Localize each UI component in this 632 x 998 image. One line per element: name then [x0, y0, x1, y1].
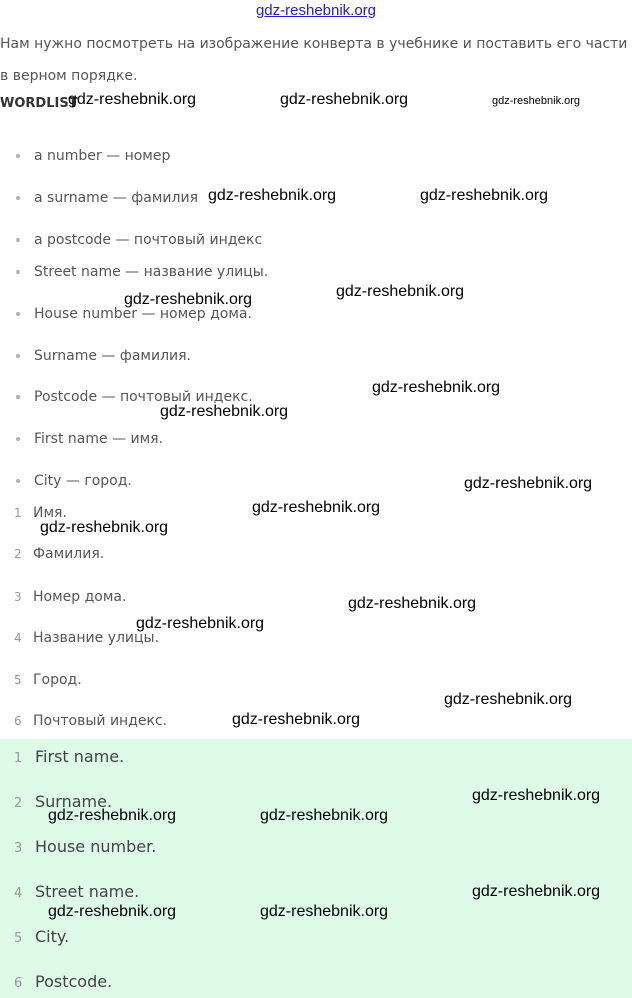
intro-paragraph: Нам нужно посмотреть на изображение конверта в учебнике и поставить его части в верном порядке.	[0, 36, 628, 84]
translation-item-text: Город.	[33, 672, 82, 688]
item-number: 4	[14, 631, 22, 645]
watermark-text: gdz-reshebnik.org	[136, 615, 265, 632]
wordlist-item	[14, 431, 163, 447]
watermark-text: gdz-reshebnik.org	[492, 95, 581, 107]
wordlist-item-text: City — город.	[34, 473, 132, 489]
bullet-icon	[16, 270, 20, 274]
watermark-text: gdz-reshebnik.org	[68, 91, 197, 108]
watermark-text: gdz-reshebnik.org	[472, 787, 601, 804]
item-number: 6	[14, 714, 22, 728]
wordlist-item	[14, 473, 132, 489]
watermark-text: gdz-reshebnik.org	[124, 291, 253, 308]
watermark-text: gdz-reshebnik.org	[40, 519, 169, 536]
answer-item-text: House number.	[35, 837, 157, 856]
wordlist-item	[14, 264, 268, 280]
translation-item-text: Фамилия.	[33, 546, 105, 562]
watermark-text: gdz-reshebnik.org	[420, 187, 549, 204]
watermark-text: gdz-reshebnik.org	[252, 499, 381, 516]
item-number: 3	[14, 841, 23, 856]
translation-item	[14, 672, 82, 688]
watermark-text: gdz-reshebnik.org	[260, 903, 389, 920]
answer-item	[14, 837, 156, 856]
answer-item-text: City.	[35, 927, 70, 946]
bullet-icon	[16, 312, 20, 316]
answer-panel	[0, 739, 632, 998]
watermark-text: gdz-reshebnik.org	[280, 91, 409, 108]
watermark-text: gdz-reshebnik.org	[208, 187, 337, 204]
answer-item	[14, 747, 124, 766]
bullet-icon	[16, 196, 20, 200]
watermark-text: gdz-reshebnik.org	[372, 379, 501, 396]
wordlist-item-text: Street name — название улицы.	[34, 264, 269, 280]
watermark-text: gdz-reshebnik.org	[260, 807, 389, 824]
item-number: 1	[14, 506, 22, 520]
item-number: 2	[14, 547, 22, 561]
item-number: 2	[14, 796, 23, 811]
bullet-icon	[16, 238, 20, 242]
answer-item	[14, 927, 69, 946]
watermark-text: gdz-reshebnik.org	[48, 807, 177, 824]
wordlist-item-text: Postcode — почтовый индекс.	[34, 389, 253, 405]
item-number: 5	[14, 931, 23, 946]
wordlist-item-text: a surname — фамилия	[34, 190, 198, 206]
watermark-text: gdz-reshebnik.org	[444, 691, 573, 708]
bullet-icon	[16, 154, 20, 158]
bullet-icon	[16, 395, 20, 399]
answer-item	[14, 972, 112, 991]
watermark-text: gdz-reshebnik.org	[464, 475, 593, 492]
wordlist-item	[14, 232, 262, 248]
item-number: 5	[14, 673, 22, 687]
translation-item-text: Почтовый индекс.	[33, 713, 168, 729]
wordlist-item-text: Surname — фамилия.	[34, 348, 192, 364]
wordlist-item-text: a number — номер	[34, 148, 171, 164]
watermark-text: gdz-reshebnik.org	[48, 903, 177, 920]
bullet-icon	[16, 354, 20, 358]
watermark-text: gdz-reshebnik.org	[232, 711, 361, 728]
wordlist-heading: WORDLIST	[0, 96, 78, 111]
site-header-link[interactable]: gdz-reshebnik.org	[255, 2, 377, 19]
translation-item	[14, 589, 126, 605]
answer-item-text: Postcode.	[35, 972, 113, 991]
bullet-icon	[16, 479, 20, 483]
translation-item-text: Название улицы.	[33, 630, 160, 646]
answer-item-text: Street name.	[35, 882, 140, 901]
wordlist-item-text: a postcode — почтовый индекс	[34, 232, 263, 248]
answer-item	[14, 882, 139, 901]
translation-item	[14, 546, 104, 562]
bullet-icon	[16, 437, 20, 441]
watermark-text: gdz-reshebnik.org	[472, 883, 601, 900]
translation-item	[14, 713, 167, 729]
wordlist-item	[14, 190, 198, 206]
wordlist-item	[14, 348, 191, 364]
item-number: 4	[14, 886, 23, 901]
item-number: 1	[14, 751, 23, 766]
translation-item-text: Имя.	[33, 505, 67, 521]
watermark-text: gdz-reshebnik.org	[336, 283, 465, 300]
watermark-text: gdz-reshebnik.org	[348, 595, 477, 612]
answer-item-text: First name.	[35, 747, 125, 766]
answer-item-text: Surname.	[35, 792, 113, 811]
item-number: 6	[14, 976, 23, 991]
translation-item-text: Номер дома.	[33, 589, 127, 605]
wordlist-item-text: First name — имя.	[34, 431, 164, 447]
item-number: 3	[14, 590, 22, 604]
wordlist-item-text: House number — номер дома.	[34, 306, 252, 322]
wordlist-item	[14, 148, 170, 164]
watermark-text: gdz-reshebnik.org	[160, 403, 289, 420]
